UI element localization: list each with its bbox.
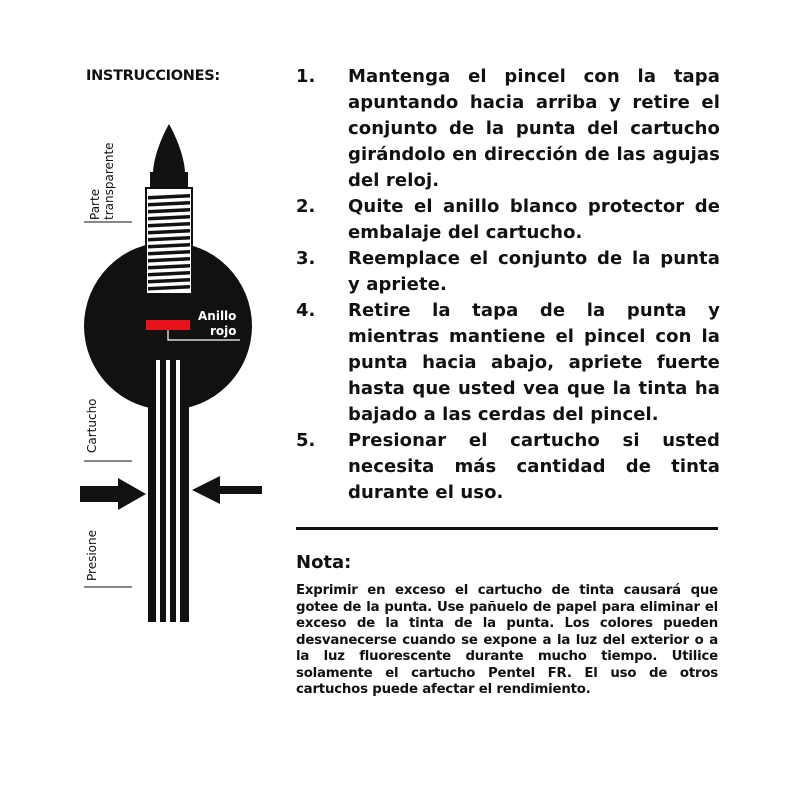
step-text: Presionar el cartucho si usted necesita más cantidad de tinta durante el uso.: [348, 430, 720, 503]
step-item: [296, 428, 720, 506]
label-cartucho: Cartucho: [85, 398, 99, 453]
label-presione: Presione: [85, 530, 99, 581]
tip-collar: [150, 172, 188, 188]
step-number: 5.: [296, 430, 316, 451]
transparent-part: [146, 188, 192, 294]
step-number: 2.: [296, 196, 316, 217]
label-transparente: transparente: [102, 142, 116, 220]
step-number: 3.: [296, 248, 316, 269]
press-arrow-right-icon: [192, 476, 262, 504]
note-title: Nota:: [296, 552, 352, 573]
step-text: Reemplace el conjunto de la punta y apriete.: [348, 248, 720, 295]
brush-tip: [153, 124, 185, 174]
label-anillo: Anillo: [198, 309, 237, 323]
note-text: Exprimir en exceso el cartucho de tinta causará que gotee de la punta. Use pañuelo de papel para eliminar el exceso de la tinta de la punta. Los colores pueden desvanecerse cuando se expone a la luz del exterior o a la luz fluorescente durante mucho tiempo. Utilice solamente el cartucho Pentel FR. El uso de otros cartuchos puede afectar el rendimiento.: [296, 583, 718, 697]
press-arrow-left-icon: [80, 478, 146, 510]
section-divider: [296, 527, 718, 530]
step-item: [296, 64, 720, 194]
step-item: [296, 298, 720, 428]
label-parte: Parte: [88, 188, 102, 220]
step-number: 4.: [296, 300, 316, 321]
step-number: 1.: [296, 66, 316, 87]
step-item: [296, 246, 720, 298]
label-rojo: rojo: [210, 324, 237, 338]
instructions-heading: INSTRUCCIONES:: [86, 68, 220, 84]
step-text: Retire la tapa de la punta y mientras mantiene el pincel con la punta hacia abajo, apriete fuerte hasta que usted vea que la tinta ha bajado a las cerdas del pincel.: [348, 300, 720, 425]
step-item: [296, 194, 720, 246]
red-ring: [146, 320, 190, 330]
cartridge-tube: [148, 355, 189, 622]
instruction-steps: [296, 64, 720, 506]
brush-pen-diagram: [0, 0, 290, 800]
step-text: Quite el anillo blanco protector de embalaje del cartucho.: [348, 196, 720, 243]
step-text: Mantenga el pincel con la tapa apuntando hacia arriba y retire el conjunto de la punta del cartucho girándolo en dirección de las agujas del reloj.: [348, 66, 720, 191]
